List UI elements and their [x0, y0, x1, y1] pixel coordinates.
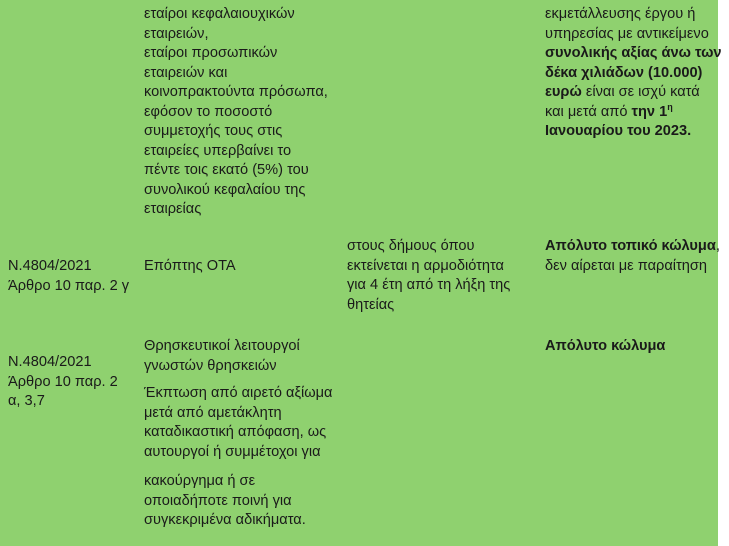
row3-law-line: Άρθρο 10 παρ. 2: [8, 373, 118, 390]
plain-text: ,: [715, 238, 720, 254]
row1-result-line: [545, 64, 718, 84]
row2-scope-line: στους δήμους όπου: [347, 238, 475, 254]
row3-conviction-line: αυτουργοί ή συμμέτοχοι για: [144, 443, 321, 460]
row3-subject-paragraph: [144, 337, 340, 376]
row1-result-line: [545, 122, 718, 142]
row1-subject-line: εταιρείες υπερβαίνει το: [144, 142, 292, 159]
row1-subject-cell: [144, 5, 340, 220]
row1-subject-line: εφόσον το ποσοστό: [144, 103, 273, 120]
row2-subject-cell: [144, 257, 340, 277]
row3-conviction-line: καταδικαστική απόφαση, ως: [144, 424, 327, 440]
bold-text: Απόλυτο κώλυμα: [545, 338, 666, 354]
row2-law-line: Άρθρο 10 παρ. 2 γ: [8, 277, 130, 294]
row2-scope-line: εκτείνεται η αρμοδιότητα: [347, 257, 504, 274]
row1-subject-line: συμμετοχής τους στις: [144, 123, 283, 139]
row3-conviction-line: Έκπτωση από αιρετό αξίωμα: [144, 385, 333, 401]
row1-result-cell: [545, 5, 722, 142]
bold-text: ευρώ: [545, 84, 582, 100]
row1-result-line: [545, 103, 718, 123]
row3-law-line: Ν.4804/2021: [8, 354, 92, 370]
row3-conviction-paragraph: [144, 384, 340, 462]
row1-result-line: υπηρεσίας με αντικείμενο: [545, 25, 709, 42]
row2-result-cell: [545, 237, 718, 276]
row3-crime-line: συγκεκριμένα αδικήματα.: [144, 512, 306, 528]
bold-text: την 1: [631, 103, 668, 120]
row1-subject-line: κοινοπρακτούντα πρόσωπα,: [144, 84, 328, 100]
row1-subject-line: εταιρειών,: [144, 25, 209, 42]
bold-text: δέκα χιλιάδων (10.000): [545, 64, 703, 81]
row2-result-line: [545, 237, 718, 257]
row2-scope-line: για 4 έτη από τη λήξη της: [347, 277, 511, 293]
row1-subject-line: συνολικού κεφαλαίου της: [144, 181, 306, 198]
plain-text: είναι σε ισχύ κατά: [581, 84, 700, 100]
bold-text: συνολικής αξίας άνω των: [545, 45, 722, 61]
row2-law-line: Ν.4804/2021: [8, 258, 92, 274]
row3-subject-cell: [144, 337, 340, 531]
row1-subject-line: εταιρειών και: [144, 64, 228, 81]
row3-crime-paragraph: [144, 472, 340, 531]
row2-result-line: δεν αίρεται με παραίτηση: [545, 257, 708, 274]
row2-scope-line: θητείας: [347, 296, 395, 313]
row3-crime-line: κακούργημα ή σε: [144, 473, 256, 489]
bold-text: Απόλυτο τοπικό κώλυμα: [545, 238, 716, 254]
row1-subject-line: πέντε τοις εκατό (5%) του: [144, 162, 309, 178]
row3-subject-line: γνωστών θρησκειών: [144, 357, 277, 374]
row3-conviction-line: μετά από αμετάκλητη: [144, 404, 282, 421]
row3-subject-line: Θρησκευτικοί λειτουργοί: [144, 338, 300, 354]
plain-text: και μετά από: [545, 103, 632, 120]
row1-subject-line: εταιρείας: [144, 201, 202, 217]
row2-subject: Επόπτης ΟΤΑ: [144, 258, 236, 274]
row1-result-line: [545, 83, 718, 103]
row3-result-cell: [545, 337, 718, 357]
row2-law-cell: [8, 257, 133, 296]
row2-scope-cell: [347, 237, 527, 315]
bold-text: Ιανουαρίου του 2023.: [545, 123, 692, 139]
row1-subject-line: εταίροι κεφαλαιουχικών: [144, 6, 295, 22]
row3-law-cell: [8, 353, 133, 412]
row3-crime-line: οποιαδήποτε ποινή για: [144, 492, 292, 509]
row1-result-line: [545, 44, 722, 64]
row1-result-line: εκμετάλλευσης έργου ή: [545, 6, 696, 22]
superscript: η: [667, 101, 673, 112]
row3-result-line: [545, 337, 718, 357]
row3-law-line: α, 3,7: [8, 393, 45, 409]
row1-subject-line: εταίροι προσωπικών: [144, 45, 278, 61]
